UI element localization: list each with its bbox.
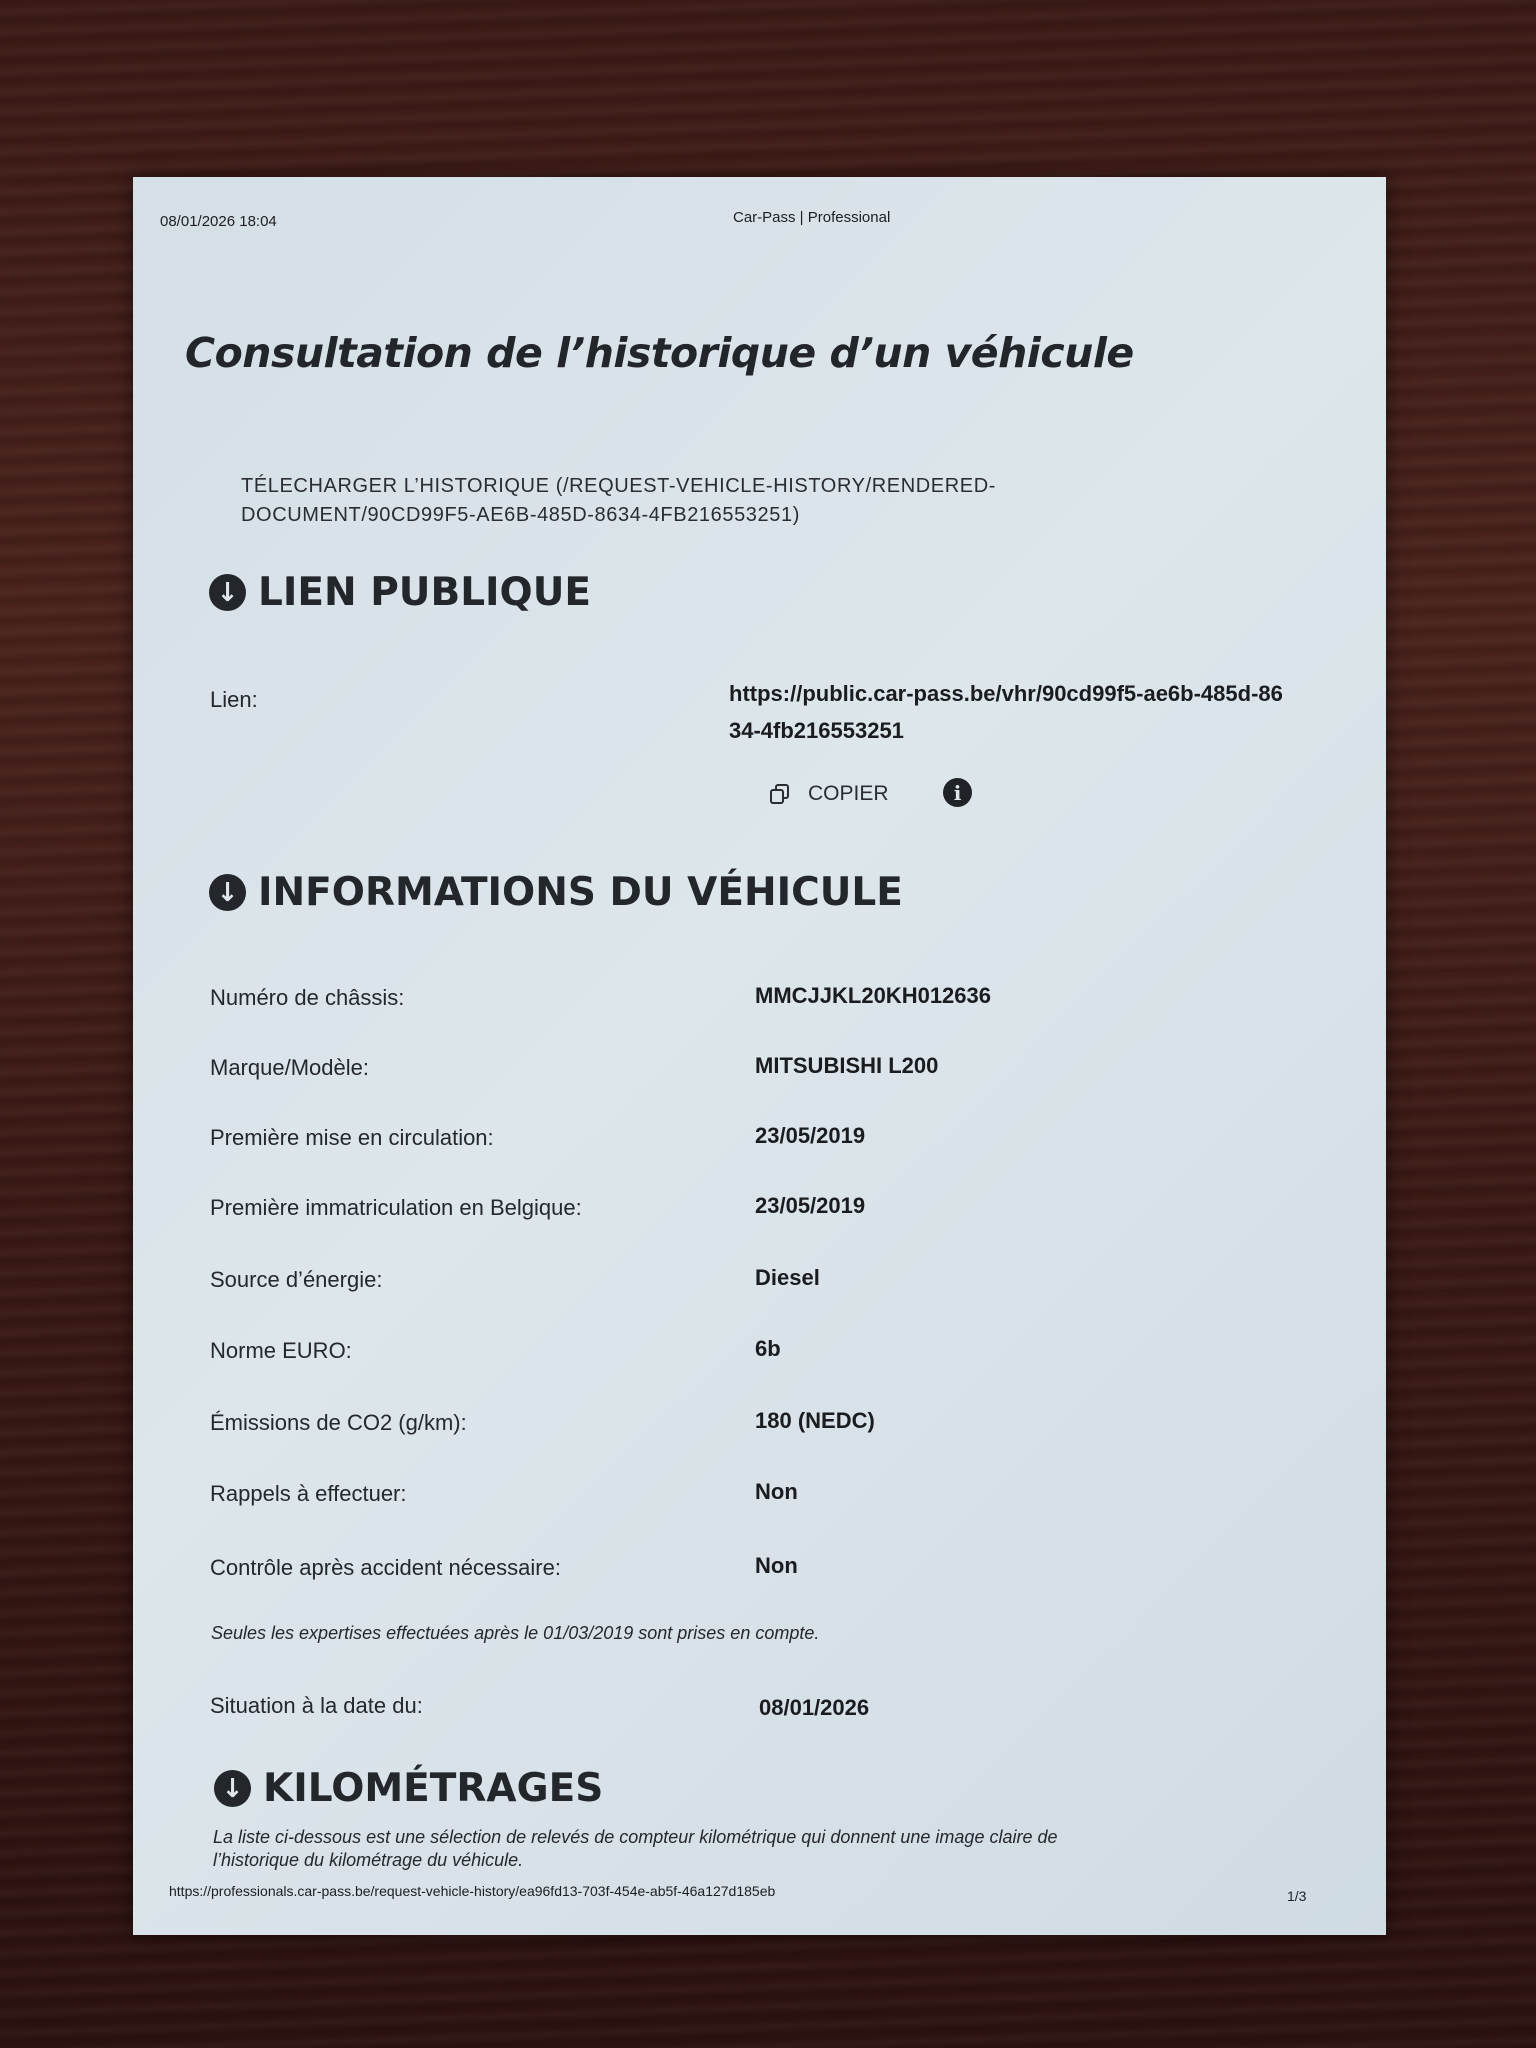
- recalls-label: Rappels à effectuer:: [210, 1481, 407, 1506]
- public-link-url[interactable]: https://public.car-pass.be/vhr/90cd99f5-ae6b-485d-8634-4fb216553251: [729, 681, 1283, 743]
- print-site-title: Car-Pass | Professional: [733, 209, 891, 226]
- print-datetime: 08/01/2026 18:04: [160, 213, 277, 230]
- belgium-registration-value: 23/05/2019: [755, 1193, 866, 1218]
- public-link-label: Lien:: [210, 687, 258, 712]
- mileage-note: La liste ci-dessous est une sélection de relevés de compteur kilométrique qui donnent une image claire de l’historique du kilométrage du véhicule.: [213, 1827, 1058, 1870]
- page-number: 1/3: [1287, 1888, 1307, 1904]
- make-model-label: Marque/Modèle:: [210, 1055, 369, 1080]
- energy-source-label: Source d’énergie:: [210, 1267, 383, 1292]
- first-registration-value: 23/05/2019: [755, 1123, 866, 1148]
- download-history-link[interactable]: TÉLECHARGER L’HISTORIQUE (/REQUEST-VEHICLE-HISTORY/RENDERED-DOCUMENT/90CD99F5-AE6B-485D-8634-4FB216553251): [241, 475, 997, 526]
- section-public-link-heading: LIEN PUBLIQUE: [258, 570, 592, 615]
- section-vehicle-info[interactable]: [209, 870, 903, 915]
- copy-icon: [768, 782, 792, 806]
- arrow-down-circle-icon: ↓: [214, 1770, 251, 1807]
- situation-date-label: Situation à la date du:: [210, 1693, 423, 1718]
- copy-button[interactable]: [768, 782, 889, 806]
- printed-page: [133, 177, 1386, 1935]
- arrow-down-circle-icon: ↓: [209, 574, 246, 611]
- co2-emissions-value: 180 (NEDC): [755, 1408, 875, 1433]
- chassis-label: Numéro de châssis:: [210, 985, 405, 1010]
- footer-url: https://professionals.car-pass.be/request-vehicle-history/ea96fd13-703f-454e-ab5f-46a127d185eb: [169, 1883, 776, 1899]
- copy-button-label: COPIER: [808, 782, 889, 805]
- euro-norm-label: Norme EURO:: [210, 1338, 352, 1363]
- belgium-registration-label: Première immatriculation en Belgique:: [210, 1195, 582, 1220]
- info-icon[interactable]: i: [943, 778, 972, 807]
- expertise-note: Seules les expertises effectuées après le 01/03/2019 sont prises en compte.: [211, 1623, 820, 1643]
- make-model-value: MITSUBISHI L200: [755, 1053, 939, 1078]
- section-mileage-heading: KILOMÉTRAGES: [263, 1766, 604, 1811]
- first-registration-label: Première mise en circulation:: [210, 1125, 494, 1150]
- page-title: Consultation de l’historique d’un véhicule: [185, 329, 1134, 377]
- energy-source-value: Diesel: [755, 1265, 820, 1290]
- section-public-link[interactable]: [209, 570, 591, 615]
- section-vehicle-info-heading: INFORMATIONS DU VÉHICULE: [258, 870, 903, 915]
- arrow-down-circle-icon: ↓: [209, 874, 246, 911]
- recalls-value: Non: [755, 1479, 798, 1504]
- accident-check-label: Contrôle après accident nécessaire:: [210, 1555, 561, 1580]
- euro-norm-value: 6b: [755, 1336, 781, 1361]
- situation-date-value: 08/01/2026: [759, 1695, 870, 1720]
- co2-emissions-label: Émissions de CO2 (g/km):: [210, 1410, 467, 1435]
- section-mileage[interactable]: [214, 1766, 603, 1811]
- chassis-value: MMCJJKL20KH012636: [755, 983, 991, 1008]
- accident-check-value: Non: [755, 1553, 798, 1578]
